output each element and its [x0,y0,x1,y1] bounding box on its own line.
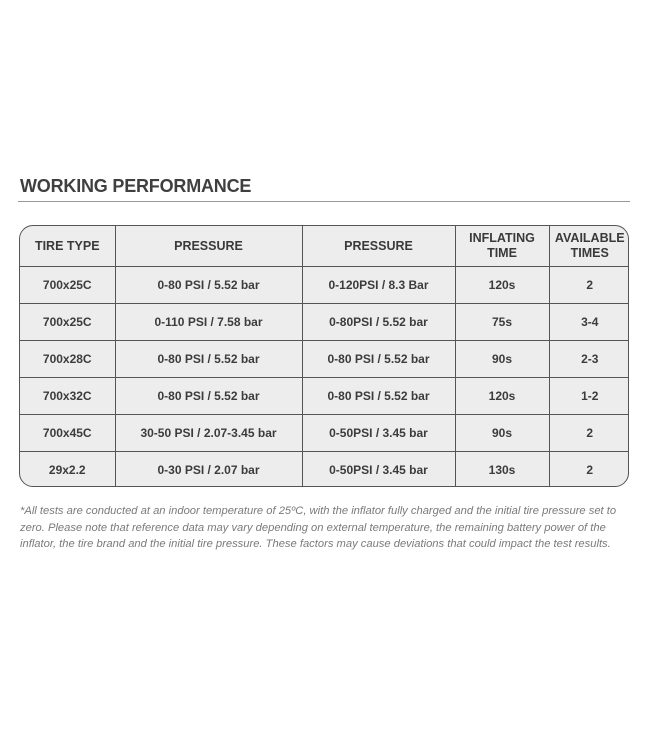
cell-pressure-2: 0-80PSI / 5.52 bar [302,304,455,341]
table-row [20,378,629,415]
cell-inflating-time: 90s [455,341,549,378]
cell-pressure: 0-30 PSI / 2.07 bar [115,452,302,488]
cell-available-times: 2 [549,415,629,452]
cell-inflating-time: 130s [455,452,549,488]
cell-inflating-time: 90s [455,415,549,452]
cell-available-times: 2 [549,452,629,488]
table-row [20,415,629,452]
table-row [20,304,629,341]
footnote: *All tests are conducted at an indoor temperature of 25ºC, with the inflator fully charged and the initial tire pressure set to zero. Please note that reference data may vary depending on external temperature, the remaining battery power of the inflator, the tire brand and the initial tire pressure. These factors may cause deviations that could impact the test results. [20,505,617,550]
cell-pressure: 0-80 PSI / 5.52 bar [115,341,302,378]
header-inflating-time [455,226,549,267]
cell-available-times: 3-4 [549,304,629,341]
header-available-times [549,226,629,267]
header-tire-type: TIRE TYPE [20,226,115,267]
cell-tire-type: 700x45C [20,415,115,452]
cell-pressure-2: 0-50PSI / 3.45 bar [302,452,455,488]
header-available-times-text: AVAILABLE TIMES [554,231,625,260]
cell-pressure: 30-50 PSI / 2.07-3.45 bar [115,415,302,452]
cell-tire-type: 29x2.2 [20,452,115,488]
cell-pressure-2: 0-80 PSI / 5.52 bar [302,378,455,415]
cell-pressure: 0-80 PSI / 5.52 bar [115,267,302,304]
cell-pressure: 0-80 PSI / 5.52 bar [115,378,302,415]
cell-tire-type: 700x25C [20,304,115,341]
cell-inflating-time: 120s [455,378,549,415]
cell-pressure-2: 0-120PSI / 8.3 Bar [302,267,455,304]
header-pressure-2: PRESSURE [302,226,455,267]
cell-pressure-2: 0-80 PSI / 5.52 bar [302,341,455,378]
cell-inflating-time: 120s [455,267,549,304]
performance-table [19,225,629,487]
cell-inflating-time: 75s [455,304,549,341]
cell-available-times: 2-3 [549,341,629,378]
table-row [20,267,629,304]
header-pressure: PRESSURE [115,226,302,267]
table-row [20,341,629,378]
cell-available-times: 1-2 [549,378,629,415]
section-title: WORKING PERFORMANCE [20,176,252,196]
cell-available-times: 2 [549,267,629,304]
header-inflating-time-text: INFLATING TIME [469,231,535,260]
title-divider [18,201,630,202]
cell-tire-type: 700x25C [20,267,115,304]
cell-tire-type: 700x28C [20,341,115,378]
cell-pressure: 0-110 PSI / 7.58 bar [115,304,302,341]
cell-pressure-2: 0-50PSI / 3.45 bar [302,415,455,452]
cell-tire-type: 700x32C [20,378,115,415]
table-header-row [20,226,629,267]
table-row [20,452,629,488]
